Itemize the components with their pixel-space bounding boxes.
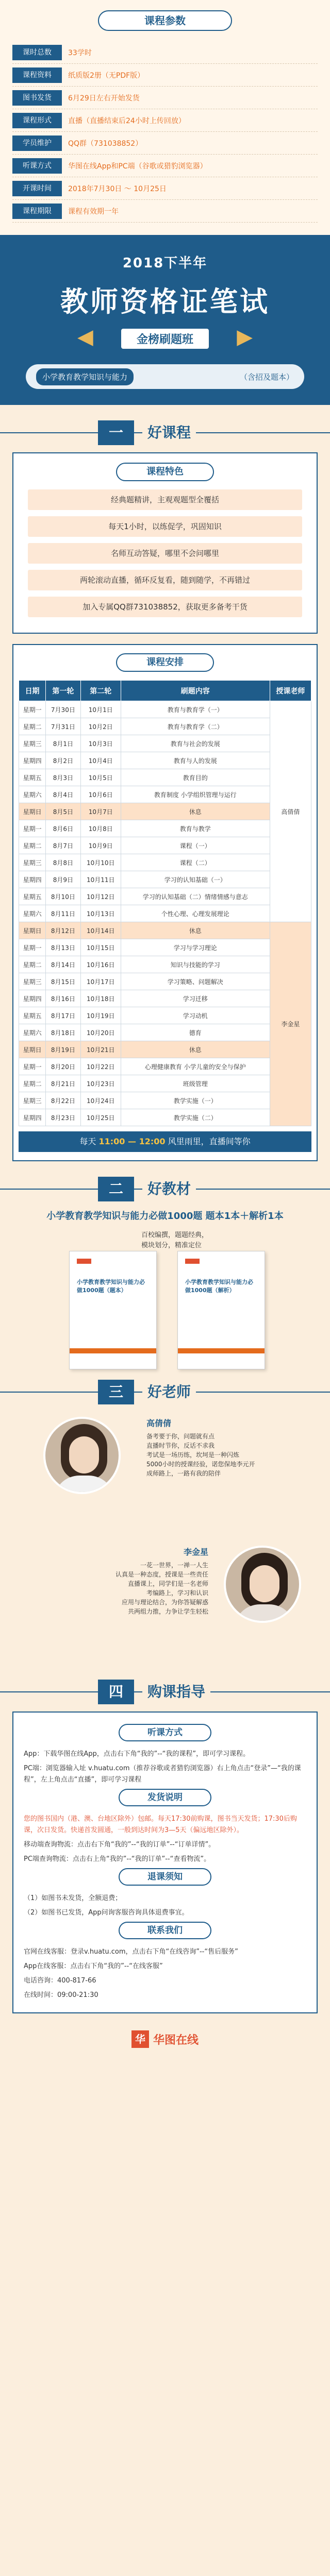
table-cell: 星期四: [19, 990, 46, 1007]
table-cell: 10月17日: [80, 973, 121, 990]
table-cell: 星期四: [19, 871, 46, 888]
section-header-2: [0, 1175, 330, 1204]
desc-line: 认真是一种态度，授课是一些责任: [115, 1571, 208, 1578]
table-cell: 8月7日: [46, 837, 80, 854]
table-cell: 星期五: [19, 1007, 46, 1024]
table-cell: 星期五: [19, 769, 46, 786]
section-num: 四: [98, 1680, 134, 1704]
table-cell: 10月1日: [80, 701, 121, 718]
table-cell: 10月7日: [80, 803, 121, 820]
banner-subject: 小学教育教学知识与能力: [36, 368, 134, 385]
guide-text: （1）如图书未发货，全额退费；: [24, 1894, 122, 1902]
table-cell: 星期一: [19, 820, 46, 837]
param-key: 课程期限: [12, 204, 62, 219]
teacher-desc: [43, 1561, 208, 1616]
table-cell: 学习策略、问题解决: [121, 973, 270, 990]
table-row: [19, 769, 311, 786]
guide-text: 您的图书国内（港、澳、台地区除外）包邮。每天17:30前购课，图书当天发货；17:30后购课，次日发货。快递首发圆通，一般到达时间为3—5天（偏远地区除外）。: [24, 1815, 297, 1834]
table-cell: 8月3日: [46, 769, 80, 786]
desc-line: 考试是一场历练，坎坷是一种闪炼: [146, 1451, 240, 1459]
table-row: [19, 820, 311, 837]
table-row: [19, 1007, 311, 1024]
table-cell: 8月20日: [46, 1058, 80, 1075]
table-cell: 8月9日: [46, 871, 80, 888]
table-cell: 星期六: [19, 905, 46, 922]
param-key: 听课方式: [12, 158, 62, 174]
desc-line: 5000小时的授课经验，诺您保地李元开: [146, 1461, 255, 1468]
param-row: [12, 132, 318, 155]
table-cell: 知识与技能的学习: [121, 956, 270, 973]
table-cell: 10月22日: [80, 1058, 121, 1075]
table-cell: 星期一: [19, 939, 46, 956]
section-num: 一: [98, 420, 134, 445]
cover-stripe: [70, 1348, 156, 1353]
param-row: [12, 41, 318, 64]
param-key: 开课时间: [12, 181, 62, 196]
col-header: 授课老师: [270, 681, 311, 701]
table-cell: 学习动机: [121, 1007, 270, 1024]
param-key: 课程形式: [12, 113, 62, 128]
book-title: 小学教育教学知识与能力必做1000题（解析）: [185, 1279, 253, 1294]
section-title: 购课指导: [142, 1680, 210, 1704]
table-cell: 8月6日: [46, 820, 80, 837]
table-cell: 休息: [121, 803, 270, 820]
teacher-name: 李金星: [183, 1547, 208, 1557]
param-key: 课程资料: [12, 67, 62, 83]
materials-tags: [141, 1230, 208, 1251]
table-cell: 10月14日: [80, 922, 121, 939]
table-cell: 10月11日: [80, 871, 121, 888]
table-cell: 8月12日: [46, 922, 80, 939]
teacher-cell: 高倩倩: [270, 701, 311, 922]
note-c: 风里雨里，直播间等你: [168, 1137, 251, 1146]
guide-text: 移动端查询物流：点击右下角“我的”--“我的订单”--“订单详情”。: [24, 1841, 216, 1849]
guide-text: App：下载华图在线App，点击右下角“我的”--“我的课程”，即可学习课程。: [24, 1750, 250, 1758]
param-row: [12, 200, 318, 223]
table-row: [19, 701, 311, 718]
table-cell: 学习与学习理论: [121, 939, 270, 956]
publisher-logo-icon: [185, 1259, 200, 1264]
param-key: 图书发货: [12, 90, 62, 106]
table-row: [19, 752, 311, 769]
table-row: [19, 888, 311, 905]
banner-title: 教师资格证笔试: [60, 285, 270, 318]
schedule-card: [12, 644, 318, 1161]
param-value: 2018年7月30日 ～ 10月25日: [68, 184, 167, 193]
col-header: 第一轮: [46, 681, 80, 701]
table-cell: 星期二: [19, 956, 46, 973]
table-cell: 教育与教育学（二）: [121, 718, 270, 735]
table-cell: 10月18日: [80, 990, 121, 1007]
table-cell: 10月20日: [80, 1024, 121, 1041]
table-cell: 教育目的: [121, 769, 270, 786]
table-cell: 星期日: [19, 803, 46, 820]
table-row: [19, 956, 311, 973]
table-cell: 8月13日: [46, 939, 80, 956]
section-header-4: [0, 1677, 330, 1706]
banner-note: （含招及题本）: [239, 372, 294, 382]
section-num: 二: [98, 1177, 134, 1201]
table-cell: 星期日: [19, 922, 46, 939]
feature-item: 加入专属QQ群731038852，获取更多备考干货: [28, 597, 302, 617]
table-cell: 10月24日: [80, 1092, 121, 1109]
table-cell: 休息: [121, 922, 270, 939]
table-cell: 教育与教育学（一）: [121, 701, 270, 718]
table-cell: 10月8日: [80, 820, 121, 837]
param-value: 6月29日左右开始发货: [68, 94, 140, 103]
teacher-desc: [146, 1432, 311, 1478]
section-header-3: [0, 1378, 330, 1406]
note-time: 11:00 — 12:00: [98, 1137, 166, 1146]
table-cell: 教育与人的发展: [121, 752, 270, 769]
banner-sub: 金榜刷题班: [121, 329, 209, 349]
table-cell: 学习的认知基础（二）情绪情感与意志: [121, 888, 270, 905]
huatu-logo-icon: 华: [131, 2030, 149, 2048]
table-row: [19, 837, 311, 854]
table-cell: 星期二: [19, 1075, 46, 1092]
teacher-cell: 李金星: [270, 922, 311, 1126]
note-a: 每天: [79, 1137, 96, 1146]
table-cell: 星期四: [19, 1109, 46, 1126]
table-row: [19, 1109, 311, 1126]
tag: 精准定位: [175, 1242, 202, 1249]
table-cell: 8月8日: [46, 854, 80, 871]
table-cell: 8月4日: [46, 786, 80, 803]
table-cell: 星期三: [19, 973, 46, 990]
tag: 题题经典，: [175, 1231, 209, 1239]
table-row: [19, 718, 311, 735]
desc-line: 直播课上，同学们是一名老师: [127, 1580, 208, 1587]
schedule-note: [19, 1131, 311, 1152]
feature-item: 经典题精讲，主观观题型全覆括: [28, 489, 302, 510]
schedule-title: 课程安排: [116, 653, 214, 672]
table-cell: 10月21日: [80, 1041, 121, 1058]
table-row: [19, 871, 311, 888]
table-cell: 心理健康教育 小学儿童的安全与保护: [121, 1058, 270, 1075]
param-key: 课时总数: [12, 45, 62, 60]
book-cover-1: [69, 1251, 157, 1369]
table-row: [19, 1024, 311, 1041]
param-key: 学员维护: [12, 135, 62, 151]
book-title: 小学教育教学知识与能力必做1000题（题本）: [77, 1279, 145, 1294]
table-cell: 星期二: [19, 718, 46, 735]
table-cell: 教育制度 小学组织管理与运行: [121, 786, 270, 803]
table-cell: 星期日: [19, 1041, 46, 1058]
guide-text: （2）如图书已发货，App问询客服咨询具体退费事宜。: [24, 1909, 189, 1917]
schedule-table: [19, 680, 311, 1126]
table-cell: 德育: [121, 1024, 270, 1041]
teacher-a: [12, 1412, 318, 1530]
table-cell: 8月22日: [46, 1092, 80, 1109]
section-title: 好课程: [142, 420, 196, 445]
table-cell: 星期三: [19, 854, 46, 871]
table-row: [19, 922, 311, 939]
feature-item: 每天1小时，以练促学，巩固知识: [28, 516, 302, 537]
table-cell: 10月3日: [80, 735, 121, 752]
section-title: 好老师: [142, 1380, 196, 1404]
table-cell: 8月15日: [46, 973, 80, 990]
table-cell: 8月1日: [46, 735, 80, 752]
table-cell: 休息: [121, 1041, 270, 1058]
param-value: 33学时: [68, 48, 92, 57]
materials-block: [12, 1230, 318, 1364]
desc-line: 一花一世界，一禅一人生: [140, 1562, 208, 1569]
table-cell: 8月11日: [46, 905, 80, 922]
param-value: QQ群（731038852）: [68, 139, 143, 148]
avatar: [224, 1546, 301, 1623]
chevron-left-icon: ◀: [77, 325, 93, 349]
table-cell: 7月30日: [46, 701, 80, 718]
table-cell: 学习迁移: [121, 990, 270, 1007]
table-row: [19, 786, 311, 803]
features-title: 课程特色: [116, 463, 214, 481]
table-cell: 8月2日: [46, 752, 80, 769]
table-row: [19, 990, 311, 1007]
col-header: 日期: [19, 681, 46, 701]
brand-name: 华图在线: [153, 2033, 199, 2047]
table-cell: 星期二: [19, 837, 46, 854]
param-value: 纸质版2册（无PDF版）: [68, 71, 145, 80]
features-card: [12, 452, 318, 634]
guide-head: 退课须知: [119, 1868, 211, 1886]
table-cell: 10月23日: [80, 1075, 121, 1092]
table-cell: 10月2日: [80, 718, 121, 735]
materials-title: 小学教育教学知识与能力必做1000题 题本1本＋解析1本: [46, 1211, 284, 1222]
table-cell: 10月4日: [80, 752, 121, 769]
table-cell: 10月16日: [80, 956, 121, 973]
banner-strip: [26, 364, 304, 389]
table-row: [19, 1058, 311, 1075]
table-row: [19, 973, 311, 990]
publisher-logo-icon: [77, 1259, 91, 1264]
footer: [0, 2024, 330, 2055]
param-value: 直播（直播结束后24小时上传回放）: [68, 116, 186, 125]
table-cell: 8月17日: [46, 1007, 80, 1024]
table-row: [19, 905, 311, 922]
section-title: 好教材: [142, 1177, 196, 1201]
param-row: [12, 109, 318, 132]
table-cell: 个性心理、心理发展理论: [121, 905, 270, 922]
param-row: [12, 177, 318, 200]
table-cell: 8月21日: [46, 1075, 80, 1092]
feature-item: 两轮滚动直播，循环反复看，随到随学，不再错过: [28, 570, 302, 590]
desc-line: 备考要于你，问题就有点: [146, 1433, 215, 1440]
table-cell: 星期四: [19, 752, 46, 769]
guide-head: 联系我们: [119, 1922, 211, 1939]
table-row: [19, 1092, 311, 1109]
table-cell: 星期六: [19, 786, 46, 803]
guide-text: PC端查询物流：点击右上角“我的”--“我的订单”--“查看物流”。: [24, 1855, 211, 1863]
feature-item: 名师互动答疑，哪里不会问哪里: [28, 543, 302, 564]
params-list: [12, 41, 318, 223]
table-cell: 8月18日: [46, 1024, 80, 1041]
table-cell: 10月6日: [80, 786, 121, 803]
avatar: [43, 1417, 121, 1494]
param-row: [12, 64, 318, 87]
table-cell: 课程（二）: [121, 854, 270, 871]
teacher-name: 高倩倩: [146, 1418, 172, 1428]
table-cell: 10月19日: [80, 1007, 121, 1024]
guide-text: 电话咨询：400-817-66: [24, 1977, 96, 1985]
table-row: [19, 1075, 311, 1092]
table-cell: 10月13日: [80, 905, 121, 922]
desc-line: 共两组力推，力争让学生轻松: [127, 1608, 208, 1615]
desc-line: 成师路上，一路有我的陪伴: [146, 1470, 221, 1477]
table-row: [19, 735, 311, 752]
course-params: [0, 0, 330, 235]
table-cell: 教学实施（二）: [121, 1109, 270, 1126]
table-cell: 教学实施（一）: [121, 1092, 270, 1109]
desc-line: 直播时节你，反话不求我: [146, 1442, 215, 1449]
table-cell: 10月10日: [80, 854, 121, 871]
table-cell: 班级管理: [121, 1075, 270, 1092]
guide-text: PC端：浏览器输入址 v.huatu.com（推荐谷歌或者猎豹浏览器）右上角点击“登录”—“我的课程”，左上角点击“直播”，即可学习课程: [24, 1765, 301, 1784]
guide-text: 在线时间：09:00-21:30: [24, 1991, 98, 1999]
table-cell: 教育与社会的发展: [121, 735, 270, 752]
desc-line: 考编路上，学习和认识: [146, 1589, 208, 1597]
param-row: [12, 155, 318, 177]
table-cell: 星期五: [19, 888, 46, 905]
desc-line: 应用与理论结合，为你答疑解惑: [121, 1599, 208, 1606]
teacher-info: [146, 1417, 311, 1478]
table-cell: 7月31日: [46, 718, 80, 735]
book-cover-2: [177, 1251, 265, 1369]
table-cell: 10月12日: [80, 888, 121, 905]
tag: 百校编撰，: [141, 1231, 175, 1239]
table-row: [19, 803, 311, 820]
param-value: 华图在线App和PC端（谷歌或猎豹浏览器）: [68, 162, 207, 171]
guide-head: 发货说明: [119, 1789, 211, 1806]
param-value: 课程有效期一年: [68, 207, 119, 216]
table-cell: 8月5日: [46, 803, 80, 820]
table-cell: 星期一: [19, 1058, 46, 1075]
table-cell: 8月23日: [46, 1109, 80, 1126]
table-cell: 8月10日: [46, 888, 80, 905]
tag: 模块划分，: [141, 1242, 175, 1249]
table-cell: 星期六: [19, 1024, 46, 1041]
section-num: 三: [98, 1380, 134, 1404]
teacher-info: [43, 1546, 208, 1616]
params-title: 课程参数: [98, 10, 232, 31]
guide-text: App在线客服：点击右下角“我的”--“在线客服”: [24, 1962, 163, 1970]
table-cell: 10月9日: [80, 837, 121, 854]
banner-year: 2018下半年: [122, 256, 208, 271]
table-row: [19, 939, 311, 956]
chevron-right-icon: ▶: [237, 325, 253, 349]
param-row: [12, 87, 318, 109]
table-cell: 8月19日: [46, 1041, 80, 1058]
table-row: [19, 1041, 311, 1058]
guide-head: 听课方式: [119, 1724, 211, 1741]
table-cell: 10月15日: [80, 939, 121, 956]
table-cell: 8月14日: [46, 956, 80, 973]
guide-card: [12, 1711, 318, 2013]
col-header: 刷题内容: [121, 681, 270, 701]
guide-text: 官网在线客服：登录v.huatu.com，点击右下角“在线咨询”--“售后服务”: [24, 1948, 238, 1956]
teacher-b: [12, 1530, 318, 1664]
col-header: 第二轮: [80, 681, 121, 701]
table-cell: 星期三: [19, 735, 46, 752]
table-cell: 星期一: [19, 701, 46, 718]
hero-banner: [0, 235, 330, 405]
table-cell: 教育与教学: [121, 820, 270, 837]
table-row: [19, 854, 311, 871]
table-cell: 10月25日: [80, 1109, 121, 1126]
cover-stripe: [178, 1348, 265, 1353]
table-cell: 学习的认知基础（一）: [121, 871, 270, 888]
table-cell: 10月5日: [80, 769, 121, 786]
section-header-1: [0, 418, 330, 447]
table-cell: 课程（一）: [121, 837, 270, 854]
table-cell: 8月16日: [46, 990, 80, 1007]
table-cell: 星期三: [19, 1092, 46, 1109]
